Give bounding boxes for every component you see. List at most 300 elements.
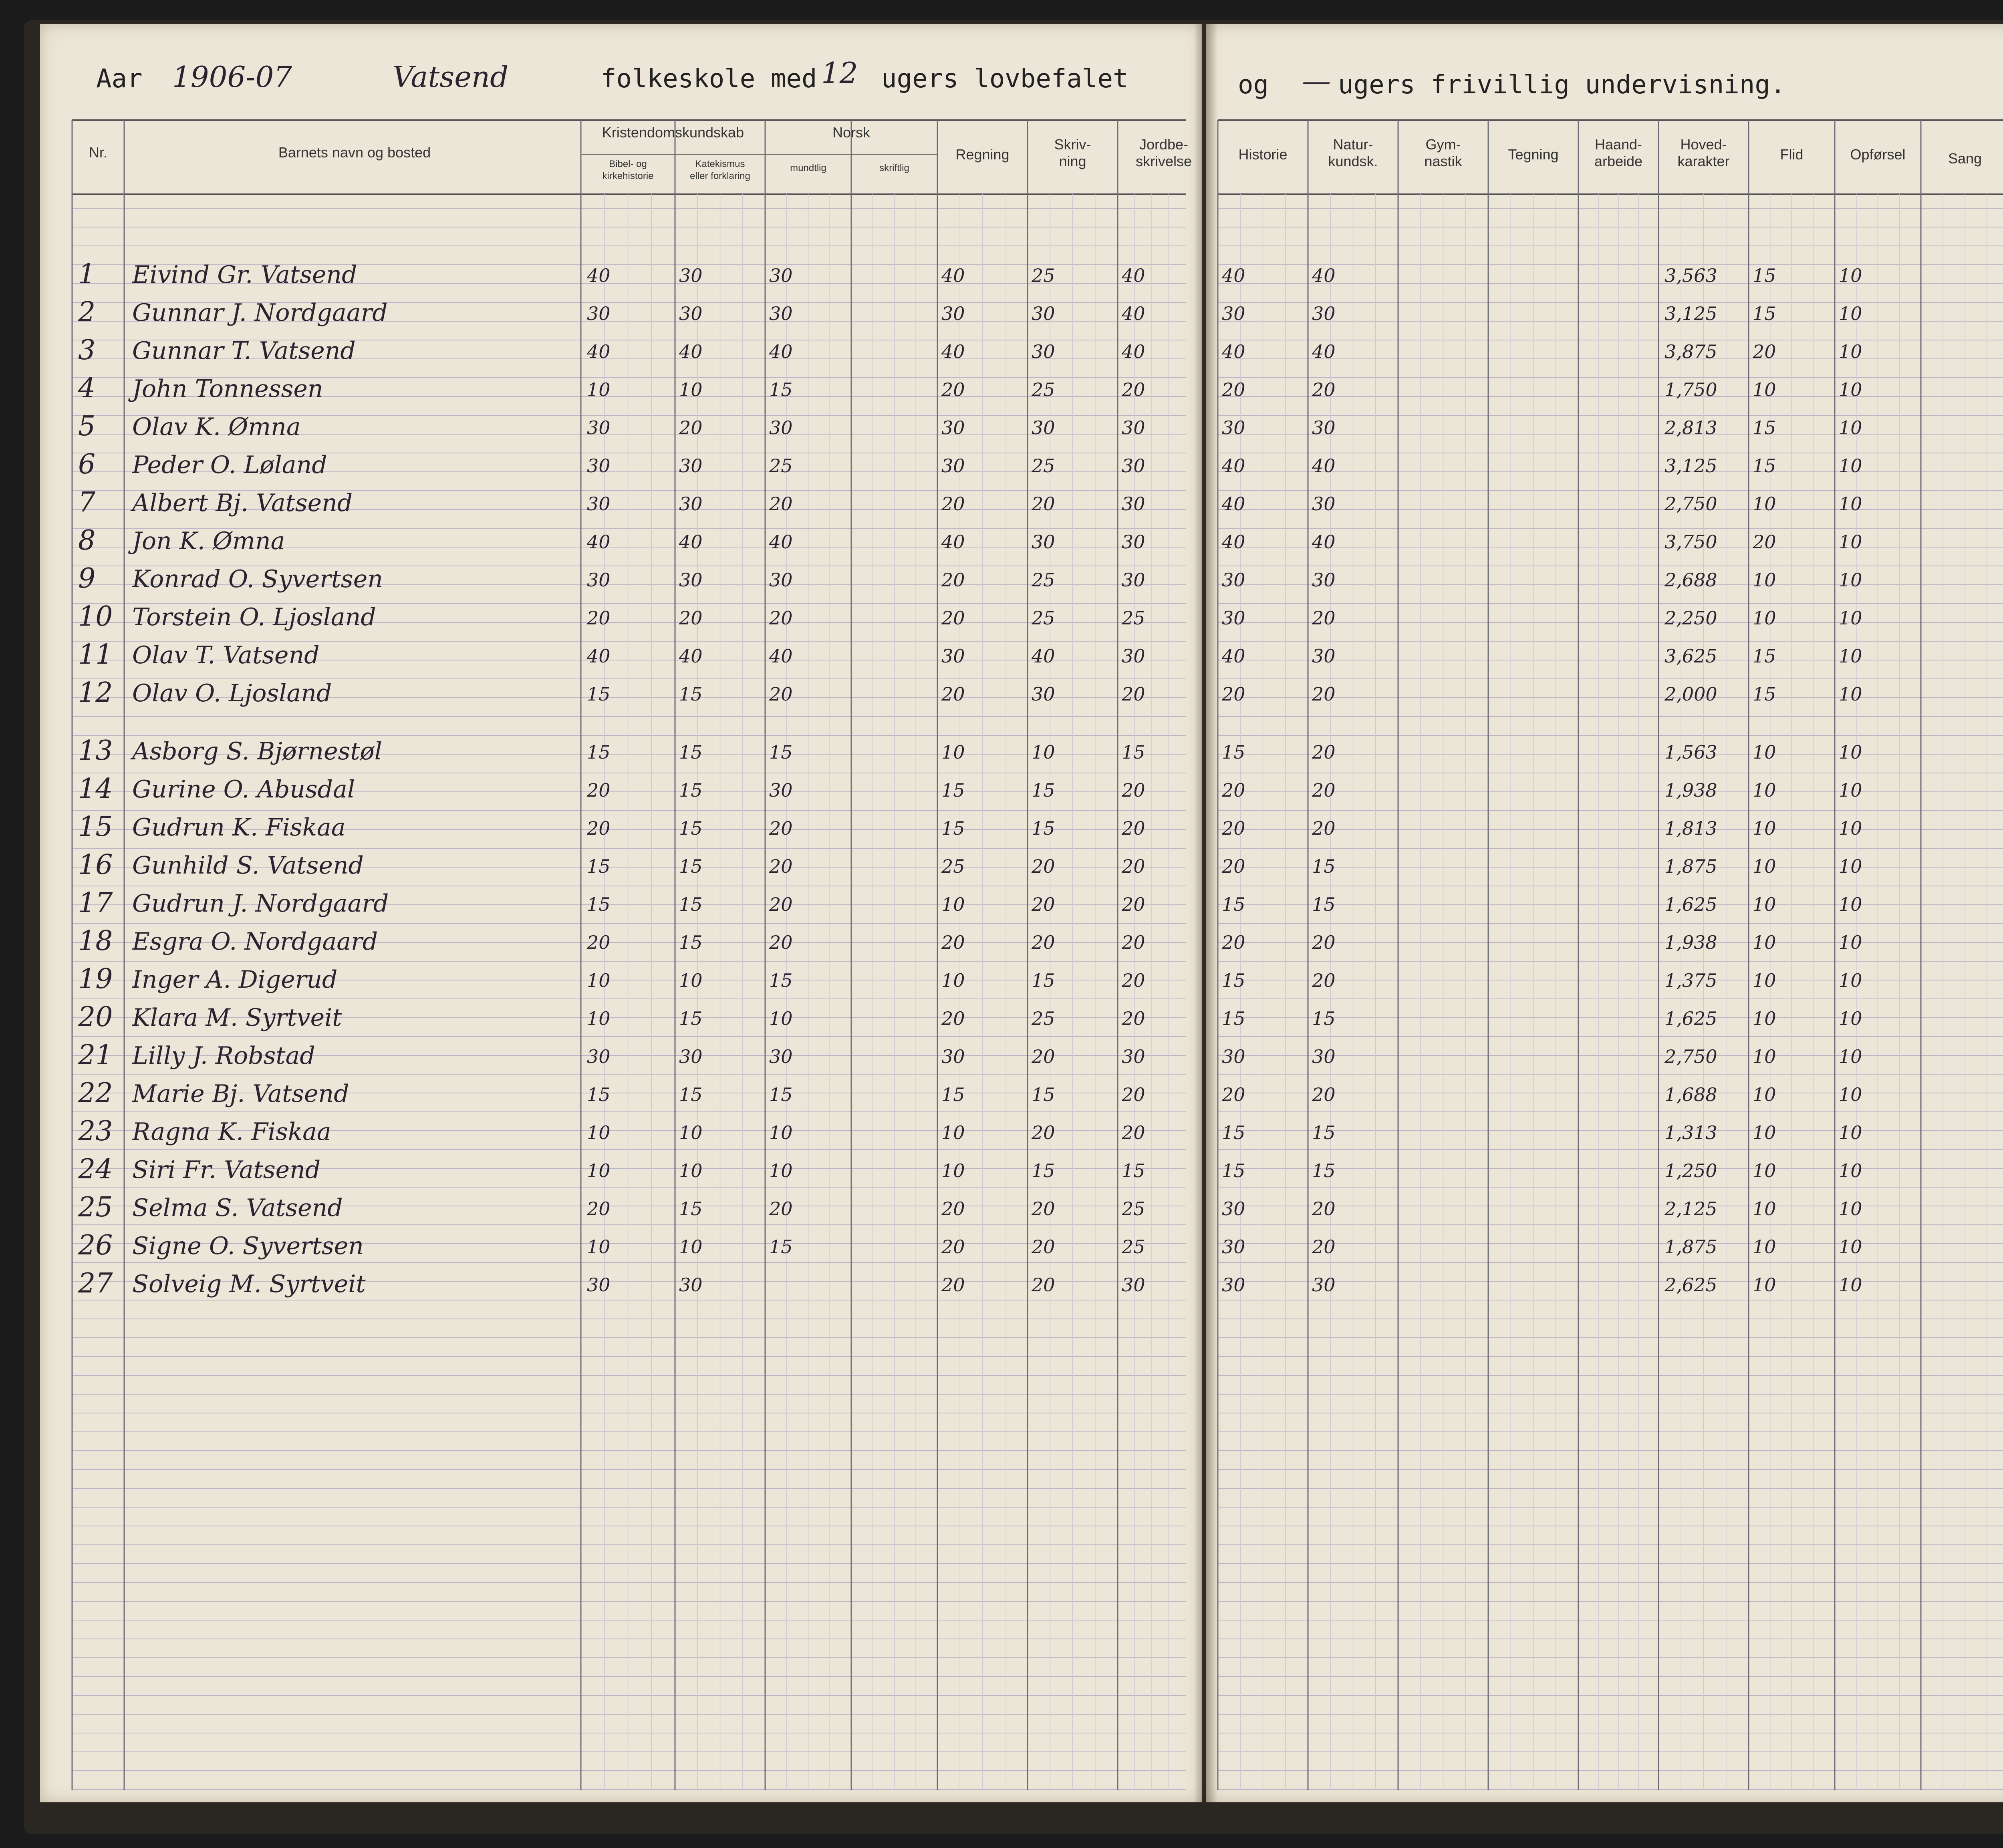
- grade-regn: 40: [941, 531, 965, 553]
- col-regning: Regning: [955, 146, 1010, 163]
- grade-skriv: 25: [1032, 1008, 1055, 1029]
- grade-bibel: 10: [587, 1160, 611, 1182]
- grade-regn: 10: [941, 970, 965, 991]
- grade-jord: 30: [1122, 645, 1145, 667]
- grade-munt: 20: [769, 607, 793, 629]
- grade-flid: 10: [1753, 1122, 1776, 1143]
- grade-regn: 20: [941, 379, 965, 401]
- grade-hoved: 1,625: [1664, 894, 1717, 915]
- grade-hist: 20: [1222, 817, 1245, 839]
- grade-skriv: 15: [1032, 779, 1055, 801]
- grade-munt: 30: [769, 779, 793, 801]
- grade-regn: 20: [941, 932, 965, 953]
- grade-flid: 10: [1753, 607, 1776, 629]
- grade-skriv: 25: [1032, 569, 1055, 591]
- school-suffix: folkeskole med: [601, 64, 817, 94]
- grade-opf: 10: [1839, 303, 1862, 324]
- grade-opf: 10: [1839, 779, 1862, 801]
- grade-bibel: 15: [587, 683, 611, 705]
- grade-kat: 15: [679, 683, 703, 705]
- pupil-name: Albert Bj. Vatsend: [132, 489, 353, 517]
- grade-flid: 15: [1753, 417, 1776, 439]
- grade-hist: 20: [1222, 779, 1245, 801]
- grade-nat: 20: [1312, 607, 1336, 629]
- grade-opf: 10: [1839, 970, 1862, 991]
- pupil-name: Selma S. Vatsend: [132, 1194, 343, 1222]
- grade-opf: 10: [1839, 894, 1862, 915]
- grade-nat: 20: [1312, 683, 1336, 705]
- pupil-name: John Tonnessen: [132, 375, 323, 403]
- grade-hoved: 2,125: [1664, 1198, 1717, 1220]
- grade-flid: 15: [1753, 455, 1776, 477]
- grade-munt: 15: [769, 1236, 793, 1258]
- grade-hoved: 2,750: [1664, 493, 1717, 515]
- grade-regn: 25: [941, 856, 965, 877]
- pupil-name: Torstein O. Ljosland: [132, 603, 376, 631]
- row-number: 10: [78, 601, 113, 632]
- grade-kat: 30: [679, 455, 703, 477]
- grade-hist: 40: [1222, 341, 1245, 362]
- col-flid: Flid: [1780, 146, 1804, 163]
- grade-regn: 20: [941, 607, 965, 629]
- grade-hist: 15: [1222, 1122, 1245, 1143]
- grade-skriv: 20: [1032, 1122, 1055, 1143]
- grade-hist: 15: [1222, 1160, 1245, 1182]
- grade-munt: 20: [769, 817, 793, 839]
- grade-kat: 15: [679, 817, 703, 839]
- grade-jord: 25: [1122, 607, 1145, 629]
- row-number: 19: [78, 963, 113, 995]
- grade-munt: 40: [769, 645, 793, 667]
- row-number: 26: [78, 1230, 113, 1261]
- grade-hist: 30: [1222, 1274, 1245, 1296]
- grade-kat: 15: [679, 779, 703, 801]
- grade-kat: 15: [679, 1198, 703, 1220]
- grade-skriv: 15: [1032, 1084, 1055, 1105]
- grade-hist: 15: [1222, 970, 1245, 991]
- col-skrivning: Skriv- ning: [1054, 136, 1091, 169]
- grade-skriv: 20: [1032, 932, 1055, 953]
- col-sang: Sang: [1948, 150, 1982, 167]
- grade-flid: 10: [1753, 817, 1776, 839]
- col-kristendom: Kristendomskundskab: [602, 124, 744, 141]
- grade-munt: 20: [769, 894, 793, 915]
- grade-jord: 20: [1122, 894, 1145, 915]
- grade-hist: 20: [1222, 683, 1245, 705]
- row-number: 12: [78, 677, 113, 709]
- grade-opf: 10: [1839, 856, 1862, 877]
- grade-hist: 40: [1222, 531, 1245, 553]
- grade-flid: 15: [1753, 303, 1776, 324]
- grade-hoved: 1,375: [1664, 970, 1717, 991]
- grade-opf: 10: [1839, 645, 1862, 667]
- grade-flid: 10: [1753, 970, 1776, 991]
- grade-hoved: 1,938: [1664, 779, 1717, 801]
- school-name: Vatsend: [393, 60, 509, 94]
- row-number: 7: [78, 487, 96, 518]
- grade-opf: 10: [1839, 455, 1862, 477]
- grade-hist: 20: [1222, 932, 1245, 953]
- grade-kat: 10: [679, 1236, 703, 1258]
- pupil-name: Marie Bj. Vatsend: [132, 1080, 349, 1108]
- grade-munt: 40: [769, 341, 793, 362]
- grade-skriv: 25: [1032, 379, 1055, 401]
- grade-hist: 15: [1222, 894, 1245, 915]
- grade-kat: 15: [679, 856, 703, 877]
- grade-nat: 20: [1312, 932, 1336, 953]
- grade-kat: 40: [679, 645, 703, 667]
- grade-bibel: 20: [587, 779, 611, 801]
- grade-opf: 10: [1839, 1046, 1862, 1067]
- grade-opf: 10: [1839, 1198, 1862, 1220]
- weeks-required-text: ugers lovbefalet: [881, 64, 1128, 94]
- grade-regn: 20: [941, 1236, 965, 1258]
- grade-flid: 10: [1753, 856, 1776, 877]
- grade-bibel: 30: [587, 303, 611, 324]
- grade-jord: 30: [1122, 531, 1145, 553]
- grade-nat: 40: [1312, 531, 1336, 553]
- row-number: 1: [78, 258, 96, 290]
- row-number: 24: [78, 1153, 113, 1185]
- col-norsk: Norsk: [832, 124, 870, 141]
- grade-munt: 20: [769, 683, 793, 705]
- grade-opf: 10: [1839, 683, 1862, 705]
- pupil-name: Gudrun J. Nordgaard: [132, 890, 389, 918]
- grade-kat: 40: [679, 531, 703, 553]
- row-number: 6: [78, 449, 96, 480]
- grade-regn: 10: [941, 894, 965, 915]
- grade-nat: 20: [1312, 779, 1336, 801]
- grade-flid: 10: [1753, 1274, 1776, 1296]
- pupil-name: Olav T. Vatsend: [132, 641, 320, 669]
- row-number: 22: [78, 1077, 113, 1109]
- grade-jord: 30: [1122, 569, 1145, 591]
- row-number: 20: [78, 1001, 113, 1033]
- row-number: 4: [78, 372, 96, 404]
- grade-jord: 20: [1122, 379, 1145, 401]
- grade-regn: 30: [941, 645, 965, 667]
- grade-regn: 40: [941, 265, 965, 286]
- grade-bibel: 20: [587, 817, 611, 839]
- grade-bibel: 15: [587, 741, 611, 763]
- grade-opf: 10: [1839, 417, 1862, 439]
- grade-jord: 20: [1122, 856, 1145, 877]
- grade-hoved: 3,563: [1664, 265, 1717, 286]
- grade-bibel: 10: [587, 970, 611, 991]
- grade-nat: 20: [1312, 379, 1336, 401]
- grade-kat: 10: [679, 379, 703, 401]
- grade-munt: 40: [769, 531, 793, 553]
- grade-bibel: 15: [587, 894, 611, 915]
- grade-flid: 10: [1753, 779, 1776, 801]
- grade-opf: 10: [1839, 379, 1862, 401]
- grade-opf: 10: [1839, 265, 1862, 286]
- grade-munt: 15: [769, 970, 793, 991]
- grade-munt: 10: [769, 1122, 793, 1143]
- grade-nat: 20: [1312, 741, 1336, 763]
- grade-hoved: 3,750: [1664, 531, 1717, 553]
- grade-nat: 40: [1312, 265, 1336, 286]
- grade-munt: 25: [769, 455, 793, 477]
- grade-munt: 15: [769, 741, 793, 763]
- grade-skriv: 20: [1032, 1274, 1055, 1296]
- grade-regn: 10: [941, 1160, 965, 1182]
- row-number: 15: [78, 811, 113, 843]
- grade-jord: 20: [1122, 683, 1145, 705]
- row-number: 2: [78, 296, 96, 328]
- row-number: 14: [78, 773, 113, 805]
- grade-kat: 30: [679, 303, 703, 324]
- grade-opf: 10: [1839, 1008, 1862, 1029]
- col-gymnastik: Gym- nastik: [1424, 136, 1462, 169]
- grade-kat: 20: [679, 417, 703, 439]
- grade-bibel: 15: [587, 1084, 611, 1105]
- grade-nat: 15: [1312, 894, 1336, 915]
- grade-nat: 30: [1312, 417, 1336, 439]
- grade-bibel: 30: [587, 569, 611, 591]
- pupil-name: Esgra O. Nordgaard: [132, 928, 378, 956]
- grade-hist: 40: [1222, 493, 1245, 515]
- weeks-voluntary-value: —: [1302, 64, 1331, 98]
- grade-regn: 20: [941, 569, 965, 591]
- grade-hist: 20: [1222, 379, 1245, 401]
- grade-hoved: 1,813: [1664, 817, 1717, 839]
- grade-hoved: 2,688: [1664, 569, 1717, 591]
- grade-munt: 30: [769, 265, 793, 286]
- grade-skriv: 20: [1032, 894, 1055, 915]
- grade-regn: 15: [941, 1084, 965, 1105]
- grade-flid: 10: [1753, 894, 1776, 915]
- grade-munt: 10: [769, 1008, 793, 1029]
- col-katekismus: Katekismus eller forklaring: [690, 159, 750, 181]
- row-number: 13: [78, 735, 113, 767]
- grade-hist: 30: [1222, 607, 1245, 629]
- grade-skriv: 20: [1032, 856, 1055, 877]
- pupil-name: Gunhild S. Vatsend: [132, 852, 364, 880]
- row-number: 5: [78, 411, 96, 442]
- grade-skriv: 25: [1032, 455, 1055, 477]
- pupil-name: Konrad O. Syvertsen: [132, 565, 383, 593]
- grade-hoved: 1,250: [1664, 1160, 1717, 1182]
- grade-flid: 10: [1753, 1084, 1776, 1105]
- grade-opf: 10: [1839, 1236, 1862, 1258]
- grade-nat: 30: [1312, 303, 1336, 324]
- grade-nat: 20: [1312, 1084, 1336, 1105]
- grade-jord: 15: [1122, 1160, 1145, 1182]
- pupil-name: Signe O. Syvertsen: [132, 1232, 364, 1260]
- grade-kat: 15: [679, 894, 703, 915]
- grade-jord: 30: [1122, 1046, 1145, 1067]
- grade-opf: 10: [1839, 932, 1862, 953]
- grade-kat: 10: [679, 1122, 703, 1143]
- grade-munt: 20: [769, 493, 793, 515]
- grade-hist: 30: [1222, 417, 1245, 439]
- grade-regn: 30: [941, 1046, 965, 1067]
- grade-bibel: 40: [587, 645, 611, 667]
- grade-bibel: 10: [587, 379, 611, 401]
- grade-flid: 10: [1753, 569, 1776, 591]
- pupil-name: Jon K. Ømna: [132, 527, 285, 555]
- col-historie: Historie: [1238, 146, 1288, 163]
- grade-regn: 20: [941, 1274, 965, 1296]
- grade-jord: 30: [1122, 417, 1145, 439]
- col-skriftlig: skriftlig: [879, 163, 909, 173]
- grade-skriv: 30: [1032, 683, 1055, 705]
- grade-hist: 15: [1222, 1008, 1245, 1029]
- grade-kat: 40: [679, 341, 703, 362]
- grade-kat: 15: [679, 1084, 703, 1105]
- grade-flid: 10: [1753, 1046, 1776, 1067]
- grade-hoved: 2,750: [1664, 1046, 1717, 1067]
- grade-nat: 30: [1312, 1046, 1336, 1067]
- grade-regn: 20: [941, 683, 965, 705]
- grade-regn: 10: [941, 741, 965, 763]
- grade-bibel: 10: [587, 1236, 611, 1258]
- row-number: 9: [78, 563, 96, 594]
- grade-nat: 20: [1312, 1198, 1336, 1220]
- grade-hoved: 1,688: [1664, 1084, 1717, 1105]
- grade-flid: 20: [1753, 341, 1776, 362]
- grade-jord: 30: [1122, 493, 1145, 515]
- grade-regn: 40: [941, 341, 965, 362]
- grade-hist: 20: [1222, 856, 1245, 877]
- grade-opf: 10: [1839, 341, 1862, 362]
- grade-nat: 30: [1312, 569, 1336, 591]
- grade-jord: 20: [1122, 1122, 1145, 1143]
- grade-munt: 10: [769, 1160, 793, 1182]
- pupil-name: Asborg S. Bjørnestøl: [132, 737, 382, 765]
- grade-hist: 40: [1222, 455, 1245, 477]
- grade-kat: 10: [679, 970, 703, 991]
- pupil-name: Peder O. Løland: [132, 451, 327, 479]
- grade-nat: 30: [1312, 645, 1336, 667]
- grade-opf: 10: [1839, 493, 1862, 515]
- grade-hoved: 1,875: [1664, 1236, 1717, 1258]
- col-opforsel: Opførsel: [1850, 146, 1906, 163]
- pupil-name: Gudrun K. Fiskaa: [132, 813, 346, 841]
- grade-skriv: 20: [1032, 1236, 1055, 1258]
- grade-hoved: 3,875: [1664, 341, 1717, 362]
- grade-jord: 25: [1122, 1236, 1145, 1258]
- grade-nat: 30: [1312, 493, 1336, 515]
- grade-opf: 10: [1839, 1160, 1862, 1182]
- grade-munt: 30: [769, 569, 793, 591]
- row-number: 23: [78, 1115, 113, 1147]
- grade-bibel: 40: [587, 531, 611, 553]
- grade-skriv: 10: [1032, 741, 1055, 763]
- grade-munt: 20: [769, 856, 793, 877]
- row-number: 11: [78, 639, 113, 670]
- row-number: 8: [78, 525, 96, 556]
- grade-regn: 20: [941, 1008, 965, 1029]
- grade-nat: 15: [1312, 856, 1336, 877]
- grade-opf: 10: [1839, 607, 1862, 629]
- grade-skriv: 40: [1032, 645, 1055, 667]
- grade-jord: 40: [1122, 303, 1145, 324]
- grade-skriv: 20: [1032, 493, 1055, 515]
- grade-kat: 20: [679, 607, 703, 629]
- grade-bibel: 20: [587, 607, 611, 629]
- grade-regn: 30: [941, 303, 965, 324]
- og-label: og: [1238, 70, 1269, 100]
- pupil-name: Lilly J. Robstad: [132, 1042, 315, 1070]
- grade-regn: 30: [941, 455, 965, 477]
- pupil-name: Gurine O. Abusdal: [132, 775, 355, 803]
- row-number: 3: [78, 334, 96, 366]
- grade-bibel: 30: [587, 455, 611, 477]
- row-number: 18: [78, 925, 113, 957]
- grade-hist: 30: [1222, 1236, 1245, 1258]
- grade-skriv: 25: [1032, 607, 1055, 629]
- grade-hist: 30: [1222, 1046, 1245, 1067]
- grade-hist: 15: [1222, 741, 1245, 763]
- grade-hoved: 1,313: [1664, 1122, 1717, 1143]
- col-bibel: Bibel- og kirkehistorie: [602, 159, 654, 181]
- grade-regn: 20: [941, 493, 965, 515]
- grade-flid: 15: [1753, 645, 1776, 667]
- pupil-name: Olav K. Ømna: [132, 413, 301, 441]
- grade-flid: 15: [1753, 683, 1776, 705]
- grade-flid: 10: [1753, 493, 1776, 515]
- grade-nat: 40: [1312, 455, 1336, 477]
- grade-hist: 40: [1222, 265, 1245, 286]
- grade-regn: 20: [941, 1198, 965, 1220]
- grade-bibel: 30: [587, 493, 611, 515]
- grade-regn: 30: [941, 417, 965, 439]
- grade-kat: 15: [679, 1008, 703, 1029]
- grade-bibel: 20: [587, 1198, 611, 1220]
- grade-kat: 30: [679, 1274, 703, 1296]
- grade-kat: 30: [679, 493, 703, 515]
- pupil-name: Gunnar J. Nordgaard: [132, 299, 388, 327]
- grade-jord: 20: [1122, 1084, 1145, 1105]
- pupil-name: Ragna K. Fiskaa: [132, 1118, 331, 1146]
- grade-hoved: 2,813: [1664, 417, 1717, 439]
- weeks-required-value: 12: [821, 56, 858, 90]
- grade-nat: 40: [1312, 341, 1336, 362]
- grade-munt: 30: [769, 303, 793, 324]
- grade-hist: 30: [1222, 1198, 1245, 1220]
- grade-flid: 15: [1753, 265, 1776, 286]
- grade-hoved: 3,125: [1664, 455, 1717, 477]
- grade-kat: 30: [679, 265, 703, 286]
- grade-munt: 20: [769, 1198, 793, 1220]
- grade-opf: 10: [1839, 1274, 1862, 1296]
- grade-flid: 10: [1753, 932, 1776, 953]
- grade-nat: 20: [1312, 970, 1336, 991]
- row-number: 25: [78, 1192, 113, 1223]
- grade-opf: 10: [1839, 569, 1862, 591]
- grade-hoved: 2,625: [1664, 1274, 1717, 1296]
- grade-jord: 15: [1122, 741, 1145, 763]
- grade-skriv: 15: [1032, 817, 1055, 839]
- col-nr: Nr.: [89, 144, 107, 161]
- grade-opf: 10: [1839, 741, 1862, 763]
- grade-bibel: 10: [587, 1008, 611, 1029]
- weeks-voluntary-text: ugers frivillig undervisning.: [1338, 70, 1786, 100]
- grade-kat: 15: [679, 741, 703, 763]
- grade-bibel: 30: [587, 417, 611, 439]
- grade-hist: 30: [1222, 569, 1245, 591]
- pupil-name: Gunnar T. Vatsend: [132, 337, 356, 365]
- grade-jord: 30: [1122, 455, 1145, 477]
- grade-skriv: 20: [1032, 1046, 1055, 1067]
- col-haandarbeide: Haand- arbeide: [1594, 136, 1643, 169]
- grade-jord: 20: [1122, 779, 1145, 801]
- col-tegning: Tegning: [1508, 146, 1559, 163]
- grade-flid: 10: [1753, 741, 1776, 763]
- grade-jord: 20: [1122, 817, 1145, 839]
